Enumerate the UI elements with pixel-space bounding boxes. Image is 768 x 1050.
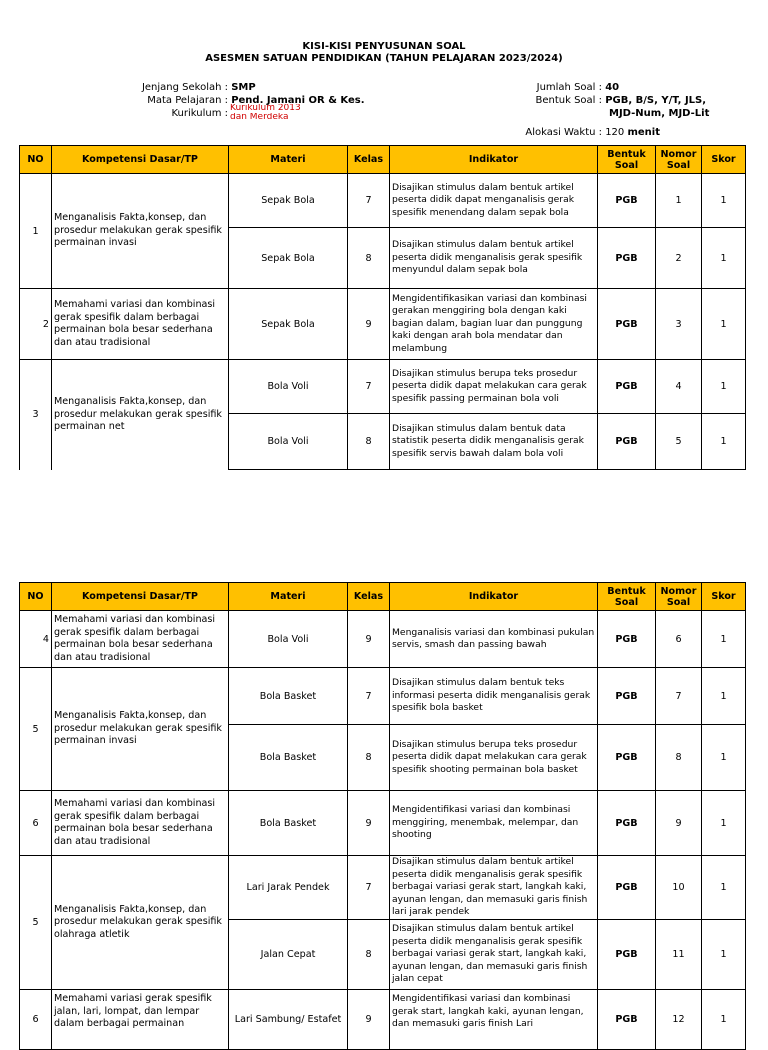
bentuk-label: Bentuk Soal : [535,95,602,106]
cell-materi: Lari Sambung/ Estafet [229,990,348,1050]
cell-nomor: 8 [656,725,702,791]
header-no: NO [20,583,52,611]
bentuk-value-line2: MJD-Num, MJD-Lit [609,108,710,119]
cell-materi: Lari Jarak Pendek [229,856,348,920]
header-indikator: Indikator [390,583,598,611]
kisi-table-1 [19,145,746,470]
cell-kelas: 8 [348,414,390,470]
cell-skor: 1 [702,360,746,414]
cell-kd: Menganalisis Fakta,konsep, dan prosedur melakukan gerak spesifik permainan invasi [52,668,229,791]
cell-indikator: Mengidentifikasi variasi dan kombinasi menggiring, menembak, melempar, dan shooting [390,791,598,856]
cell-materi: Jalan Cepat [229,920,348,990]
cell-kd: Memahami variasi dan kombinasi gerak spesifik dalam berbagai permainan bola besar sederhana dan atau tradisional [52,611,229,668]
kisi-table-2 [19,582,746,1050]
cell-kelas: 7 [348,174,390,228]
cell-skor: 1 [702,611,746,668]
cell-indikator: Disajikan stimulus berupa teks prosedur peserta didik dapat melakukan cara gerak spesifik passing permainan bola voli [390,360,598,414]
table-row [20,791,746,856]
cell-indikator: Disajikan stimulus dalam bentuk artikel peserta didik dapat menganalisis gerak spesifik menendang dalam sepak bola [390,174,598,228]
table-row [20,668,746,725]
meta-jumlah [500,81,619,94]
cell-materi: Sepak Bola [229,174,348,228]
cell-skor: 1 [702,174,746,228]
alokasi-label: Alokasi Waktu : [525,127,602,138]
header-kelas: Kelas [348,146,390,174]
header-materi: Materi [229,583,348,611]
table-header-row [20,583,746,611]
cell-kd: Menganalisis Fakta,konsep, dan prosedur melakukan gerak spesifik permainan net [52,360,229,470]
table-row [20,856,746,920]
cell-bentuk: PGB [598,174,656,228]
header-nomor-soal [656,146,702,174]
cell-kelas: 9 [348,990,390,1050]
table-header-row [20,146,746,174]
cell-no: 2 [20,289,52,360]
cell-no: 3 [20,360,52,470]
cell-nomor: 1 [656,174,702,228]
cell-kd: Memahami variasi dan kombinasi gerak spesifik dalam berbagai permainan bola besar sederhana dan atau tradisional [52,791,229,856]
header-skor: Skor [702,583,746,611]
cell-no: 4 [20,611,52,668]
document-subtitle: ASESMEN SATUAN PENDIDIKAN (TAHUN PELAJARAN 2023/2024) [205,53,563,64]
header-bentuk-soal [598,583,656,611]
mapel-value: Pend. Jamani OR & Kes. [231,95,365,106]
cell-indikator: Menganalisis variasi dan kombinasi pukulan servis, smash dan passing bawah [390,611,598,668]
meta-bentuk [500,94,706,107]
cell-materi: Bola Voli [229,611,348,668]
cell-bentuk: PGB [598,920,656,990]
header-materi: Materi [229,146,348,174]
cell-kelas: 7 [348,360,390,414]
cell-materi: Bola Basket [229,725,348,791]
cell-nomor: 10 [656,856,702,920]
table-row [20,360,746,414]
cell-no: 6 [20,990,52,1050]
kurikulum-value-line2: dan Merdeka [230,113,289,121]
table-row [20,174,746,228]
cell-materi: Bola Voli [229,360,348,414]
cell-bentuk: PGB [598,990,656,1050]
header-bentuk-line1: Bentuk [607,148,646,160]
kurikulum-value-line1: Kurikulum 2013 [230,104,301,113]
document-title: KISI-KISI PENYUSUNAN SOAL [302,41,466,52]
header-nomor-soal [656,583,702,611]
cell-no: 6 [20,791,52,856]
kurikulum-label: Kurikulum : [171,108,228,119]
cell-skor: 1 [702,228,746,289]
header-bentuk-line2: Soal [614,159,639,171]
cell-skor: 1 [702,414,746,470]
cell-bentuk: PGB [598,360,656,414]
cell-no: 1 [20,174,52,289]
cell-indikator: Mengidentifikasikan variasi dan kombinasi gerakan menggiring bola dengan kaki bagian dalam, bagian luar dan punggung kaki dengan arah bola mendatar dan melambung [390,289,598,360]
cell-nomor: 4 [656,360,702,414]
cell-indikator: Disajikan stimulus berupa teks prosedur peserta didik dapat melakukan cara gerak spesifik shooting permainan bola basket [390,725,598,791]
header-nomor-line2: Soal [666,159,691,171]
cell-bentuk: PGB [598,228,656,289]
header-nomor-line1: Nomor [660,585,697,597]
cell-indikator: Disajikan stimulus dalam bentuk artikel peserta didik menganalisis gerak spesifik berbagai variasi gerak start, langkah kaki, ayunan lengan, dan memasuki garis finish lari jarak pendek [390,856,598,920]
cell-nomor: 9 [656,791,702,856]
mapel-label: Mata Pelajaran : [147,95,228,106]
cell-nomor: 7 [656,668,702,725]
cell-materi: Bola Voli [229,414,348,470]
cell-kelas: 8 [348,228,390,289]
jumlah-value: 40 [605,82,620,93]
cell-indikator: Disajikan stimulus dalam bentuk artikel peserta didik menganalisis gerak spesifik berbagai variasi gerak start, langkah kaki, ayunan lengan, dan memasuki garis finish jalan cepat [390,920,598,990]
cell-skor: 1 [702,668,746,725]
header-indikator: Indikator [390,146,598,174]
cell-kelas: 9 [348,289,390,360]
cell-materi: Bola Basket [229,791,348,856]
cell-no: 5 [20,856,52,990]
cell-nomor: 3 [656,289,702,360]
cell-skor: 1 [702,289,746,360]
cell-skor: 1 [702,990,746,1050]
cell-nomor: 12 [656,990,702,1050]
cell-kelas: 8 [348,725,390,791]
cell-bentuk: PGB [598,611,656,668]
header-bentuk-soal [598,146,656,174]
cell-skor: 1 [702,791,746,856]
header-bentuk-line1: Bentuk [607,585,646,597]
header-bentuk-line2: Soal [614,596,639,608]
alokasi-unit: menit [627,127,660,138]
cell-materi: Bola Basket [229,668,348,725]
cell-no: 5 [20,668,52,791]
header-kd: Kompetensi Dasar/TP [52,583,229,611]
cell-indikator: Disajikan stimulus dalam bentuk teks informasi peserta didik menganalisis gerak spesifik bola basket [390,668,598,725]
jenjang-label: Jenjang Sekolah : [141,82,228,93]
cell-skor: 1 [702,725,746,791]
cell-kelas: 7 [348,668,390,725]
cell-indikator: Mengidentifikasi variasi dan kombinasi gerak start, langkah kaki, ayunan lengan, dan memasuki garis finish Lari [390,990,598,1050]
header-kelas: Kelas [348,583,390,611]
cell-kelas: 9 [348,791,390,856]
cell-kelas: 9 [348,611,390,668]
jumlah-label: Jumlah Soal : [536,82,602,93]
cell-nomor: 6 [656,611,702,668]
table-row [20,611,746,668]
table-row [20,289,746,360]
alokasi-value: 120 [605,127,625,138]
cell-kelas: 8 [348,920,390,990]
header-no: NO [20,146,52,174]
meta-kurikulum [120,107,228,120]
jenjang-value: SMP [231,82,256,93]
cell-kd: Memahami variasi dan kombinasi gerak spesifik dalam berbagai permainan bola besar sederhana dan atau tradisional [52,289,229,360]
cell-nomor: 5 [656,414,702,470]
table-row [20,990,746,1050]
cell-bentuk: PGB [598,668,656,725]
cell-indikator: Disajikan stimulus dalam bentuk artikel peserta didik menganalisis gerak spesifik menyundul dalam sepak bola [390,228,598,289]
cell-kelas: 7 [348,856,390,920]
bentuk-value-line1: PGB, B/S, Y/T, JLS, [605,95,707,106]
cell-bentuk: PGB [598,791,656,856]
meta-bentuk-cont [609,107,709,120]
cell-bentuk: PGB [598,414,656,470]
meta-jenjang [120,81,256,94]
header-kd: Kompetensi Dasar/TP [52,146,229,174]
cell-bentuk: PGB [598,725,656,791]
meta-alokasi [500,126,660,139]
cell-bentuk: PGB [598,856,656,920]
cell-nomor: 2 [656,228,702,289]
cell-materi: Sepak Bola [229,228,348,289]
cell-indikator: Disajikan stimulus dalam bentuk data statistik peserta didik menganalisis gerak spesifik servis bawah dalam bola voli [390,414,598,470]
cell-bentuk: PGB [598,289,656,360]
cell-skor: 1 [702,856,746,920]
header-nomor-line1: Nomor [660,148,697,160]
cell-nomor: 11 [656,920,702,990]
cell-skor: 1 [702,920,746,990]
cell-kd: Memahami variasi gerak spesifik jalan, lari, lompat, dan lempar dalam berbagai permainan [52,990,229,1050]
header-skor: Skor [702,146,746,174]
cell-materi: Sepak Bola [229,289,348,360]
cell-kd: Menganalisis Fakta,konsep, dan prosedur melakukan gerak spesifik olahraga atletik [52,856,229,990]
cell-kd: Menganalisis Fakta,konsep, dan prosedur melakukan gerak spesifik permainan invasi [52,174,229,289]
header-nomor-line2: Soal [666,596,691,608]
